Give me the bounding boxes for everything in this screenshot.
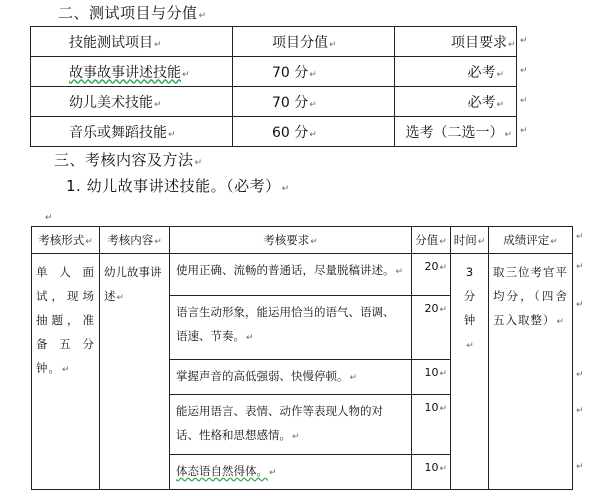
table-cell: 幼儿美术技能↵	[31, 87, 233, 117]
section-heading: 二、测试项目与分值↵	[58, 4, 207, 22]
table-cell: 60 分↵	[233, 117, 395, 147]
table-cell: 必考↵	[395, 87, 517, 117]
table-row	[32, 254, 573, 296]
table-cell: 选考（二选一）↵	[395, 117, 517, 147]
requirement-cell: 使用正确、流畅的普通话，尽量脱稿讲述。↵	[170, 254, 412, 296]
table-cell: 70 分↵	[233, 87, 395, 117]
row-end-mark: ↵	[576, 406, 584, 416]
assessment-form-cell: 单人面试，现场抽题，准备五分钟。↵	[32, 254, 100, 490]
time-cell: 3分钟↵	[451, 254, 489, 490]
row-end-mark: ↵	[520, 36, 528, 46]
table-cell: 故事故事讲述技能↵	[31, 57, 233, 87]
table-header-cell: 考核形式↵	[32, 227, 100, 254]
row-end-mark: ↵	[576, 462, 584, 472]
table-header-row	[31, 27, 517, 57]
requirement-cell: 能运用语言、表情、动作等表现人物的对话、性格和思想感情。↵	[170, 395, 412, 455]
table-header-cell: 成绩评定↵	[489, 227, 573, 254]
table-cell: 必考↵	[395, 57, 517, 87]
row-end-mark: ↵	[576, 370, 584, 380]
row-end-mark: ↵	[520, 126, 528, 136]
table-header-row	[32, 227, 573, 254]
score-cell: 20↵	[412, 296, 451, 360]
score-cell: 20↵	[412, 254, 451, 296]
requirement-cell: 体态语自然得体。↵	[170, 455, 412, 490]
table-row	[31, 57, 517, 87]
table-header-cell: 考核内容↵	[100, 227, 170, 254]
row-end-mark: ↵	[576, 232, 584, 242]
table-header-cell: 分值↵	[412, 227, 451, 254]
table-cell: 70 分↵	[233, 57, 395, 87]
assessment-content-cell: 幼儿故事讲述↵	[100, 254, 170, 490]
subsection-title: 1. 幼儿故事讲述技能。（必考）↵	[66, 177, 290, 195]
table-header-cell: 项目分值↵	[233, 27, 395, 57]
table-header-cell: 时间↵	[451, 227, 489, 254]
table-row	[31, 117, 517, 147]
table-row	[31, 87, 517, 117]
score-cell: 10↵	[412, 455, 451, 490]
score-cell: 10↵	[412, 395, 451, 455]
row-end-mark: ↵	[576, 300, 584, 310]
row-end-mark: ↵	[576, 262, 584, 272]
assessment-table	[31, 226, 573, 490]
score-table	[30, 26, 517, 147]
paragraph-mark: ↵	[45, 213, 53, 223]
section-heading: 三、考核内容及方法↵	[54, 151, 203, 169]
evaluation-cell: 取三位考官平均分，（四舍五入取整）↵	[489, 254, 573, 490]
score-cell: 10↵	[412, 360, 451, 395]
table-cell: 音乐或舞蹈技能↵	[31, 117, 233, 147]
row-end-mark: ↵	[520, 66, 528, 76]
table-header-cell: 技能测试项目↵	[31, 27, 233, 57]
row-end-mark: ↵	[520, 96, 528, 106]
requirement-cell: 掌握声音的高低强弱、快慢停顿。↵	[170, 360, 412, 395]
table-header-cell: 项目要求↵	[395, 27, 517, 57]
table-header-cell: 考核要求↵	[170, 227, 412, 254]
requirement-cell: 语言生动形象，能运用恰当的语气、语调、语速、节奏。↵	[170, 296, 412, 360]
